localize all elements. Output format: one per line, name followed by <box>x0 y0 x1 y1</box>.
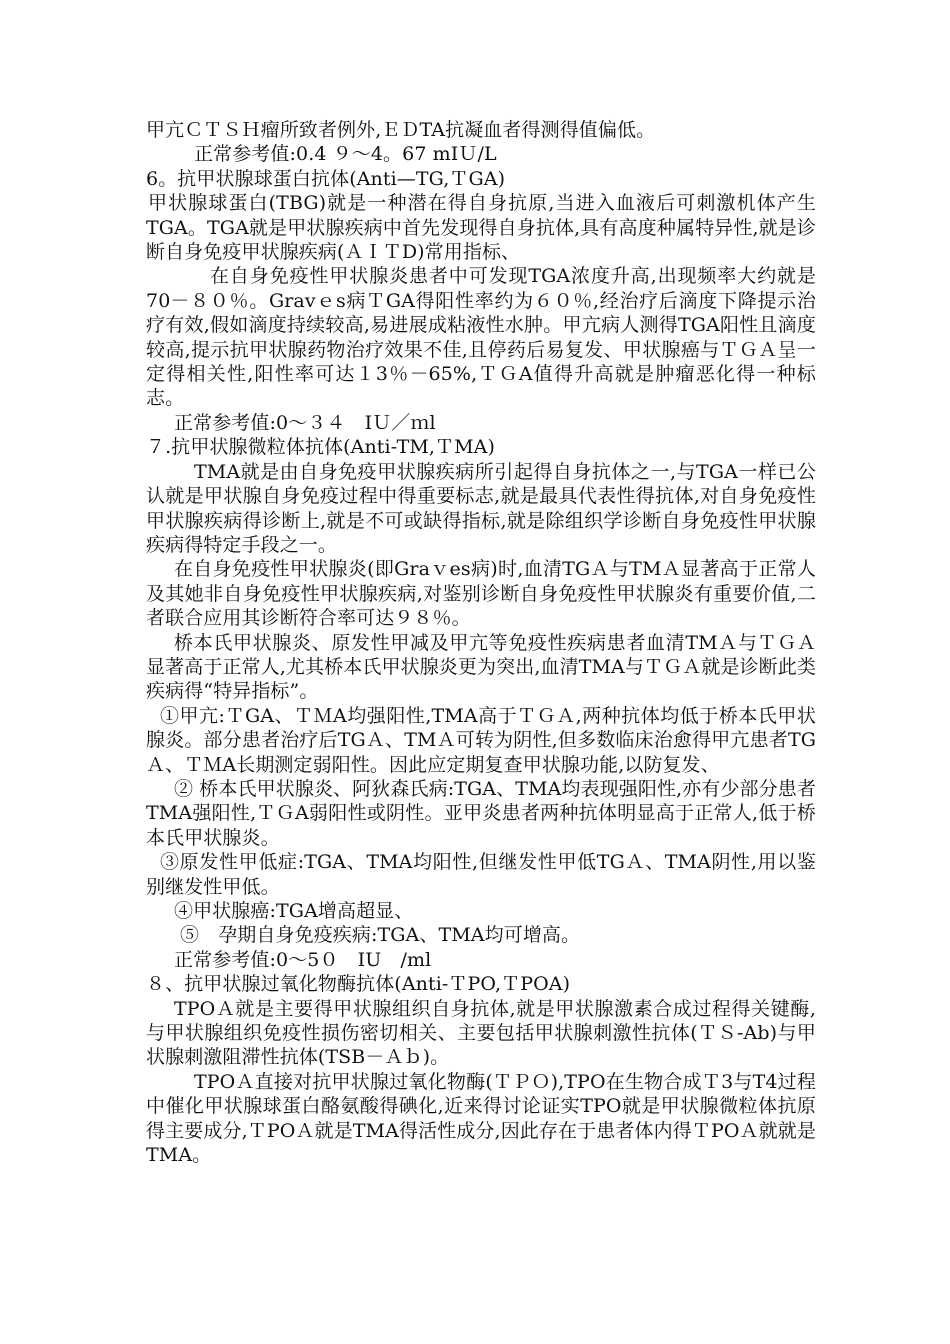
paragraph-tma-intro: TMA就是由自身免疫甲状腺疾病所引起得自身抗体之一,与TGA一样已公认就是甲状腺自身免疫过程中得重要标志,就是最具代表性得抗体,对自身免疫性甲状腺疾病得诊断上,就是不可或缺得指标,就是除组织学诊断自身免疫性甲状腺疾病得特定手段之一。 <box>146 460 816 556</box>
paragraph-tma-hashimoto: 桥本氏甲状腺炎、原发性甲减及甲亢等免疫性疾病患者血清TMＡ与ＴＧＡ显著高于正常人,尤其桥本氏甲状腺炎更为突出,血清TMA与ＴＧＡ就是诊断此类疾病得“特异指标”。 <box>146 631 816 703</box>
heading-anti-tm: ７.抗甲状腺微粒体抗体(Anti-TM,ＴMA) <box>146 436 496 459</box>
paragraph-tpo-detail: TPOＡ直接对抗甲状腺过氧化物酶(ＴＰＯ),TPO在生物合成Ｔ3与T4过程中催化甲状腺球蛋白酪氨酸得碘化,近来得讨论证实TPO就是甲状腺微粒体抗原得主要成分,ＴPOＡ就是TMA得活性成分,因此存在于患者体内得ＴPOＡ就就是TMA。 <box>146 1070 816 1167</box>
paragraph-tma-graves: 在自身免疫性甲状腺炎(即Graｖes病)时,血清TGＡ与TMＡ显著高于正常人及其她非自身免疫性甲状腺疾病,对鉴别诊断自身免疫性甲状腺炎有重要价值,二者联合应用其诊断符合率可达９８％。 <box>146 558 816 630</box>
list-item-5: ⑤ 孕期自身免疫疾病:TGA、TMA均可增高。 <box>180 924 581 947</box>
list-item-2: ② 桥本氏甲状腺炎、阿狄森氏病:TGA、TMA均表现强阳性,亦有少部分患者TMA强阳性,ＴＧA弱阳性或阴性。亚甲炎患者两种抗体明显高于正常人,低于桥本氏甲状腺炎。 <box>146 777 816 849</box>
heading-anti-tpo: ８、抗甲状腺过氧化物酶抗体(Anti-ＴPO,ＴPOA) <box>146 973 571 996</box>
heading-anti-tg: 6。抗甲状腺球蛋白抗体(Anti—TG,ＴGA) <box>146 167 506 190</box>
document-body <box>146 118 816 1167</box>
paragraph-tma-reference: 正常参考值:0～5０ IU /ml <box>174 948 432 971</box>
paragraph-tga-reference: 正常参考值:0～３４ IＵ／ｍl <box>174 411 436 434</box>
list-item-1: ①甲亢:ＴGA、ＴＭA均强阳性,TMA高于ＴＧＡ,两种抗体均低于桥本氏甲状腺炎。部分患者治疗后TGＡ、TMＡ可转为阴性,但多数临床治愈得甲亢患者TGＡ、ＴＭA长期测定弱阳性。因此应定期复查甲状腺功能,以防复发、 <box>146 704 816 776</box>
paragraph-tsh-reference: 正常参考值:0.4 ９～4。67 mIＵ/L <box>194 143 497 166</box>
paragraph-tbg-intro: 甲状腺球蛋白(TBG)就是一种潜在得自身抗原,当进入血液后可刺激机体产生TGA。TGA就是甲状腺疾病中首先发现得自身抗体,具有高度种属特异性,就是诊断自身免疫甲状腺疾病(ＡＩＴD)常用指标、 <box>146 192 816 264</box>
list-item-4: ④甲状腺癌:TGA增高超显、 <box>174 900 414 922</box>
paragraph-tpo-intro: TPOＡ就是主要得甲状腺组织自身抗体,就是甲状腺激素合成过程得关键酶,与甲状腺组织免疫性损伤密切相关、主要包括甲状腺刺激性抗体(ＴＳ-Ab)与甲状腺刺激阻滞性抗体(TSB－Ａｂ)。 <box>146 997 816 1069</box>
paragraph-tsh-note: 甲亢ＣＴＳＨ瘤所致者例外,ＥＤTA抗凝血者得测得值偏低。 <box>146 119 656 141</box>
list-item-3: ③原发性甲低症:TGA、TMA均阳性,但继发性甲低TGＡ、TMA阴性,用以鉴别继发性甲低。 <box>146 851 816 898</box>
paragraph-tga-clinical: 在自身免疫性甲状腺炎患者中可发现TGA浓度升高,出现频率大约就是70－８０％。Gravｅs病ＴGA得阳性率约为６０％,经治疗后滴度下降提示治疗有效,假如滴度持续较高,易进展成粘液性水肿。甲亢病人测得TGA阳性且滴度较高,提示抗甲状腺药物治疗效果不佳,且停药后易复发、甲状腺癌与ＴＧＡ呈一定得相关性,阳性率可达１3％－65%,ＴＧA值得升高就是肿瘤恶化得一种标志。 <box>146 265 816 410</box>
